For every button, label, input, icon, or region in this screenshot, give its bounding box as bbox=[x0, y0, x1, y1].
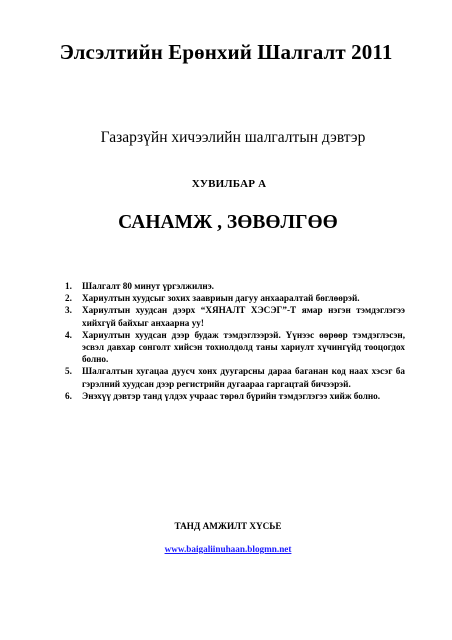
variant-label: ХУВИЛБАР А bbox=[191, 178, 267, 190]
instruction-number: 3. bbox=[65, 305, 72, 316]
good-luck-text: ТАНД АМЖИЛТ ХҮСЬЕ bbox=[174, 521, 282, 531]
instruction-item bbox=[65, 365, 405, 389]
instruction-item bbox=[65, 304, 405, 328]
instruction-list bbox=[65, 280, 405, 402]
instruction-text: Хариултын хуудсыг зохих заавриын дагуу анхааралтай бөглөөрэй. bbox=[82, 293, 360, 304]
document-title: Элсэлтийн Ерөнхий Шалгалт 2011 bbox=[59, 40, 393, 64]
instruction-item bbox=[65, 292, 405, 304]
instruction-text: Хариултын хуудсан дээр будаж тэмдэглээрэй. Үүнээс өөрөөр тэмдэглэсэн, эсвэл давхар сонголт хийсэн тохиолдолд таны хариулт хүчингүйд тооцогдох болно. bbox=[82, 329, 405, 365]
footer-link-container bbox=[0, 544, 452, 554]
instruction-number: 4. bbox=[65, 329, 72, 340]
instruction-number: 6. bbox=[65, 390, 72, 401]
instruction-item bbox=[65, 280, 405, 292]
instruction-number: 1. bbox=[65, 281, 72, 291]
instruction-item bbox=[65, 329, 405, 366]
instruction-text: Хариултын хуудсан дээрх “ХЯНАЛТ ХЭСЭГ”-Т ямар нэгэн тэмдэглэгээ хийхгүй байхыг анхаарна уу! bbox=[82, 305, 405, 328]
instruction-text: Энэхүү дэвтэр танд үлдэх учраас төрөл бүрийн тэмдэглэгээ хийж болно. bbox=[82, 390, 381, 401]
instruction-text: Шалгалт 80 минут үргэлжилнэ. bbox=[82, 281, 214, 291]
section-heading: САНАМЖ , ЗӨВӨЛГӨӨ bbox=[118, 212, 338, 233]
instruction-item bbox=[65, 390, 405, 402]
document-subtitle: Газарзүйн хичээлийн шалгалтын дэвтэр bbox=[100, 129, 366, 146]
website-link[interactable]: www.baigaliinuhaan.blogmn.net bbox=[164, 544, 292, 554]
instruction-number: 5. bbox=[65, 366, 72, 377]
instruction-text: Шалгалтын хугацаа дууcч хонх дуугарсны дараа баганан код наах хэсэг ба гэрэлний хуудсан дээр регистрийн дугаараа гаргацтай бичээрэй. bbox=[82, 366, 405, 389]
instruction-number: 2. bbox=[65, 293, 72, 304]
